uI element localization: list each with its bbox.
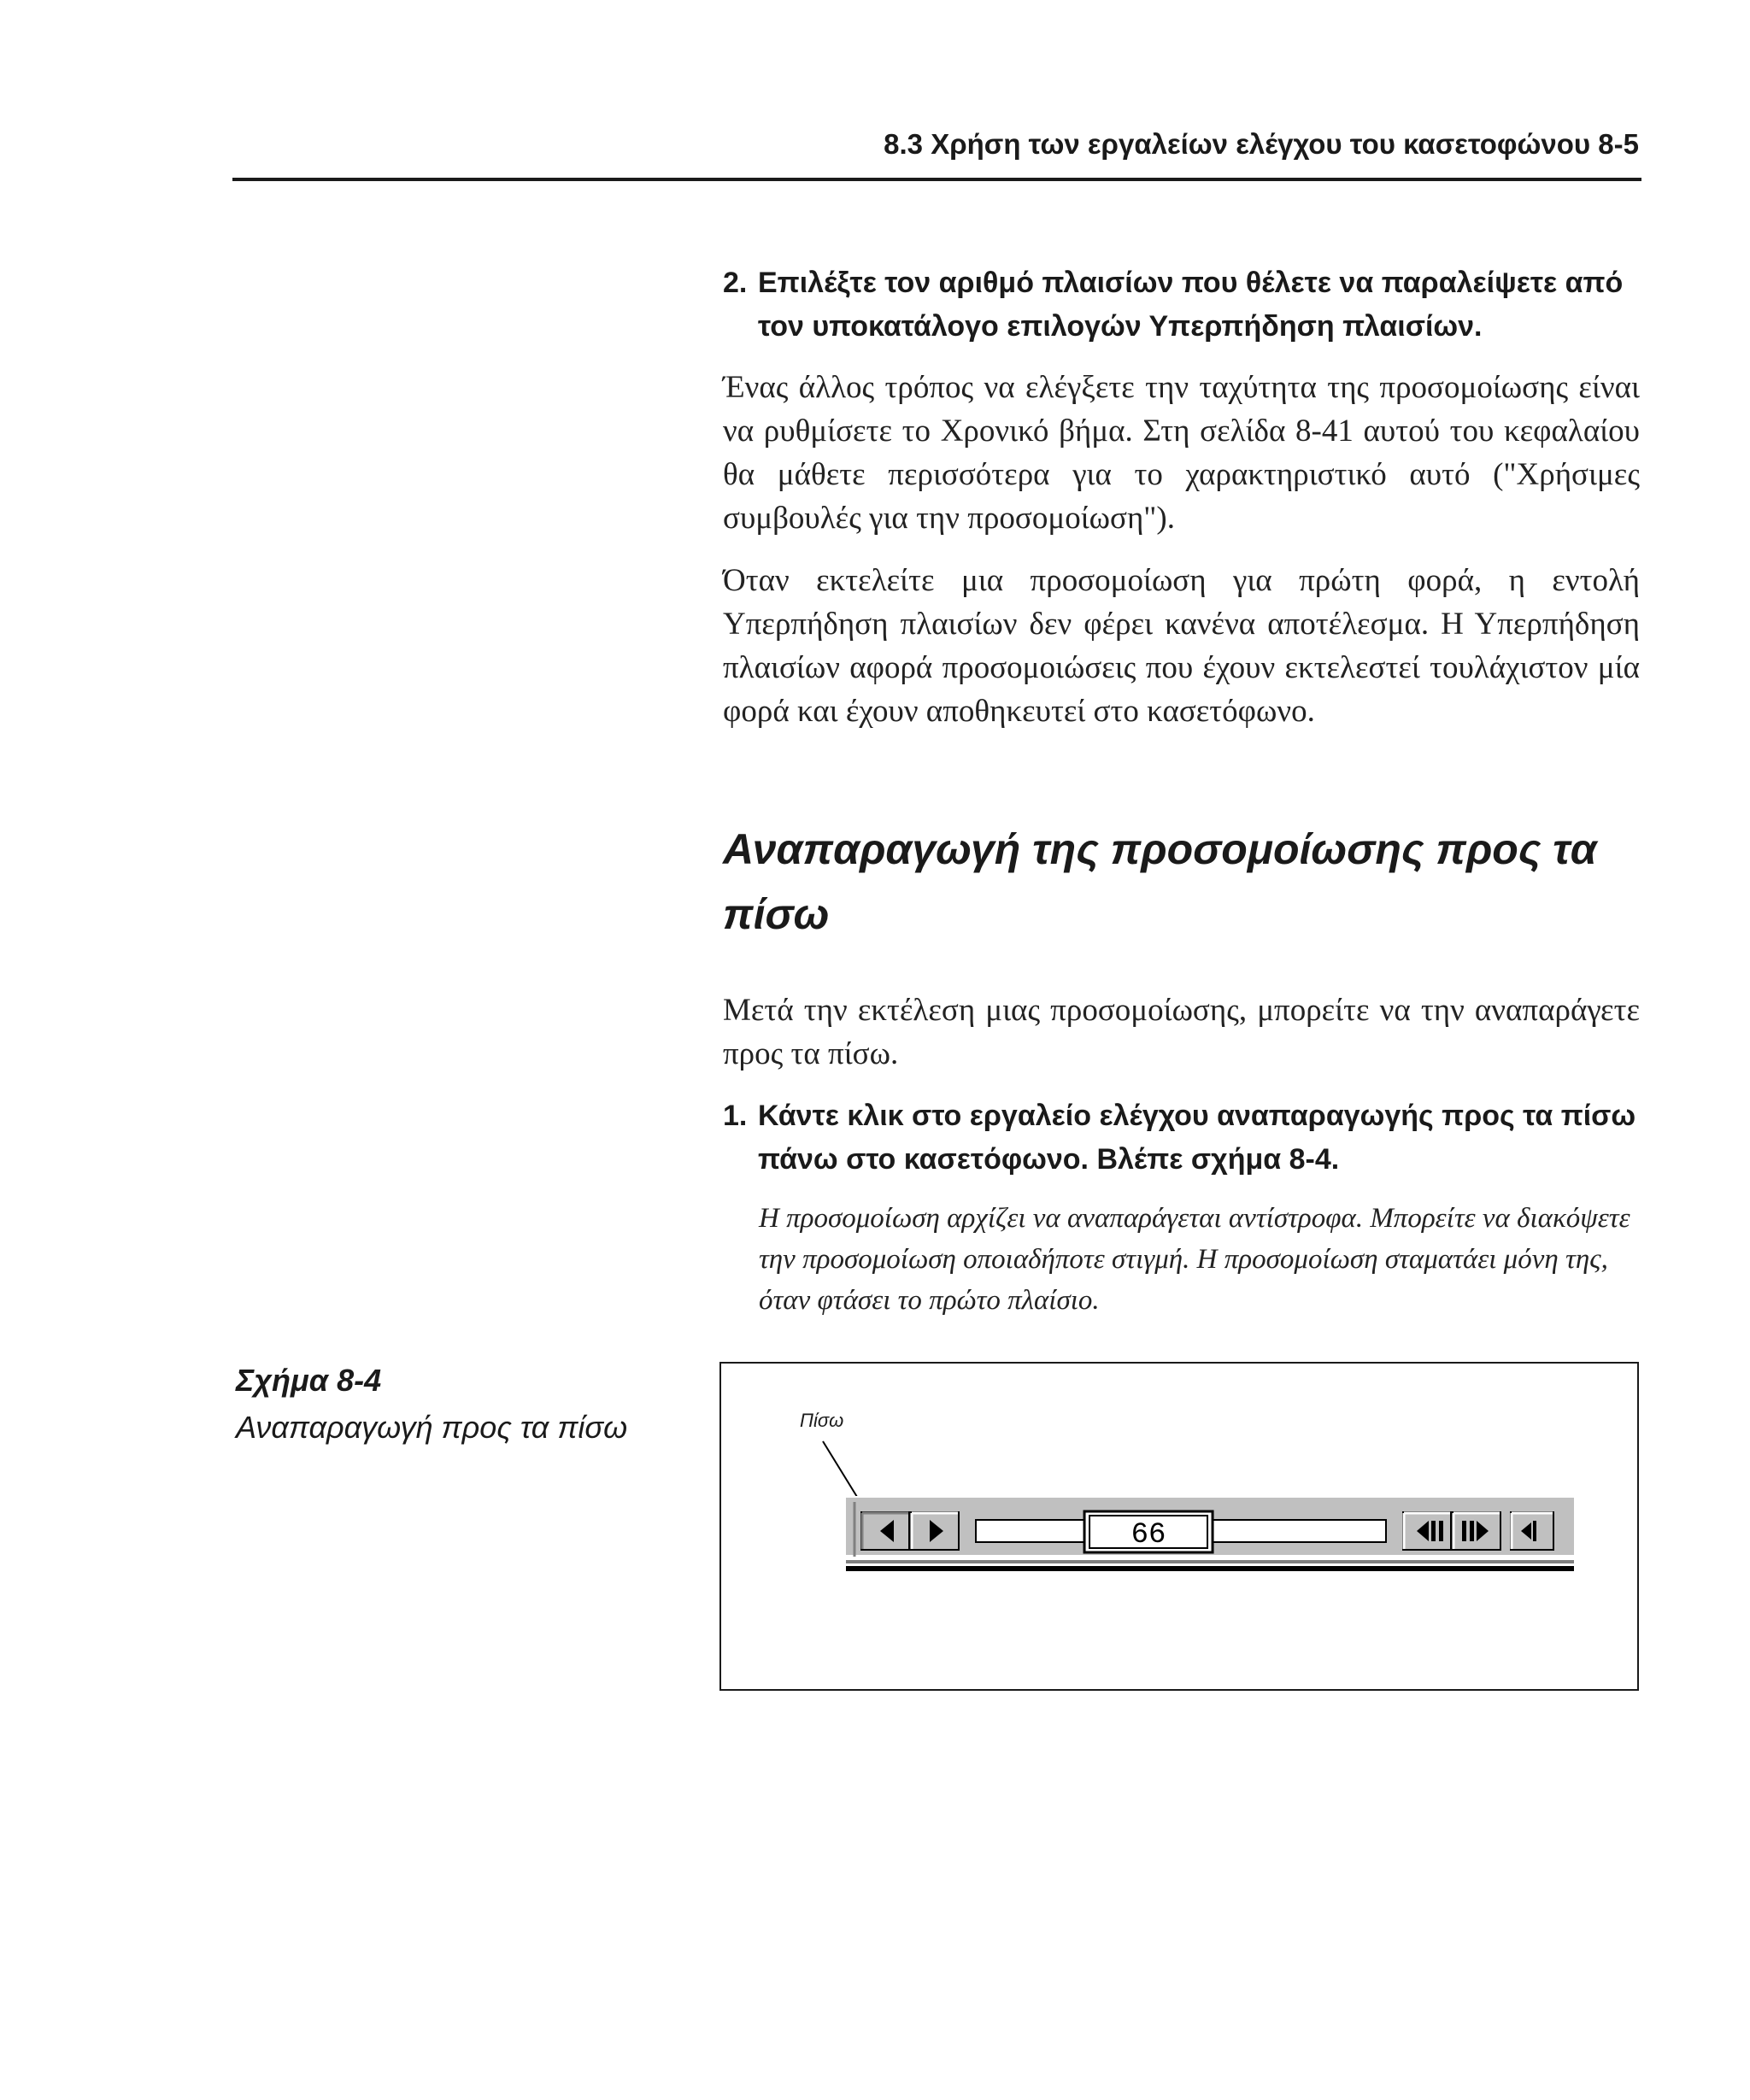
section-heading: Αναπαραγωγή της προσομοίωσης προς τα πίσω — [723, 825, 1597, 938]
paragraph-play-backward: Μετά την εκτέλεση μιας προσομοίωσης, μπορείτε να την αναπαράγετε προς τα πίσω. — [723, 993, 1640, 1071]
step-1-text: Κάντε κλικ στο εργαλείο ελέγχου αναπαραγωγής προς τα πίσω πάνω στο κασετόφωνο. Βλέπε σχήμα 8-4. — [758, 1100, 1636, 1176]
step-2-text: Επιλέξτε τον αριθμό πλαισίων που θέλετε να παραλείψετε από τον υποκατάλογο επιλογών Υπερπήδηση πλαισίων. — [758, 267, 1624, 343]
step-back-button[interactable] — [1403, 1512, 1451, 1550]
step-forward-button[interactable] — [1453, 1512, 1500, 1550]
step-2-number: 2. — [723, 267, 748, 299]
figure-caption: Αναπαραγωγή προς τα πίσω — [236, 1410, 628, 1445]
play-forward-button[interactable] — [911, 1512, 959, 1550]
running-header: 8.3 Χρήση των εργαλείων ελέγχου του κασετοφώνου 8-5 — [884, 128, 1639, 160]
step-1-number: 1. — [723, 1100, 748, 1132]
step-1-result-note: Η προσομοίωση αρχίζει να αναπαράγεται αντίστροφα. Μπορείτε να διακόψετε την προσομοίωση οποιαδήποτε στιγμή. Η προσομοίωση σταματάει μόνη της, όταν φτάσει το πρώτο πλαίσιο. — [759, 1203, 1630, 1316]
figure-number: Σχήμα 8-4 — [236, 1363, 382, 1398]
figure-callout-label: Πίσω — [800, 1410, 844, 1431]
frame-slider-thumb[interactable] — [1084, 1511, 1213, 1552]
play-reverse-button[interactable] — [861, 1512, 909, 1550]
frame-counter: 66 — [1130, 1519, 1166, 1552]
paragraph-skip-frames: Όταν εκτελείτε μια προσομοίωση για πρώτη φορά, η εντολή Υπερπήδηση πλαισίων δεν φέρει κανένα αποτέλεσμα. Η Υπερπήδηση πλαισίων αφορά προσομοιώσεις που έχουν εκτελεστεί τουλάχιστον μία φορά και έχουν αποθηκευτεί στο κασετόφωνο. — [723, 563, 1640, 729]
loop-back-button[interactable] — [1511, 1512, 1553, 1550]
paragraph-time-step: Ένας άλλος τρόπος να ελέγξετε την ταχύτητα της προσομοίωσης είναι να ρυθμίσετε το Χρονικό βήμα. Στη σελίδα 8-41 αυτού του κεφαλαίου θα μάθετε περισσότερα για το χαρακτηριστικό αυτό ("Χρήσιμες συμβουλές για την προσομοίωση"). — [723, 370, 1640, 536]
